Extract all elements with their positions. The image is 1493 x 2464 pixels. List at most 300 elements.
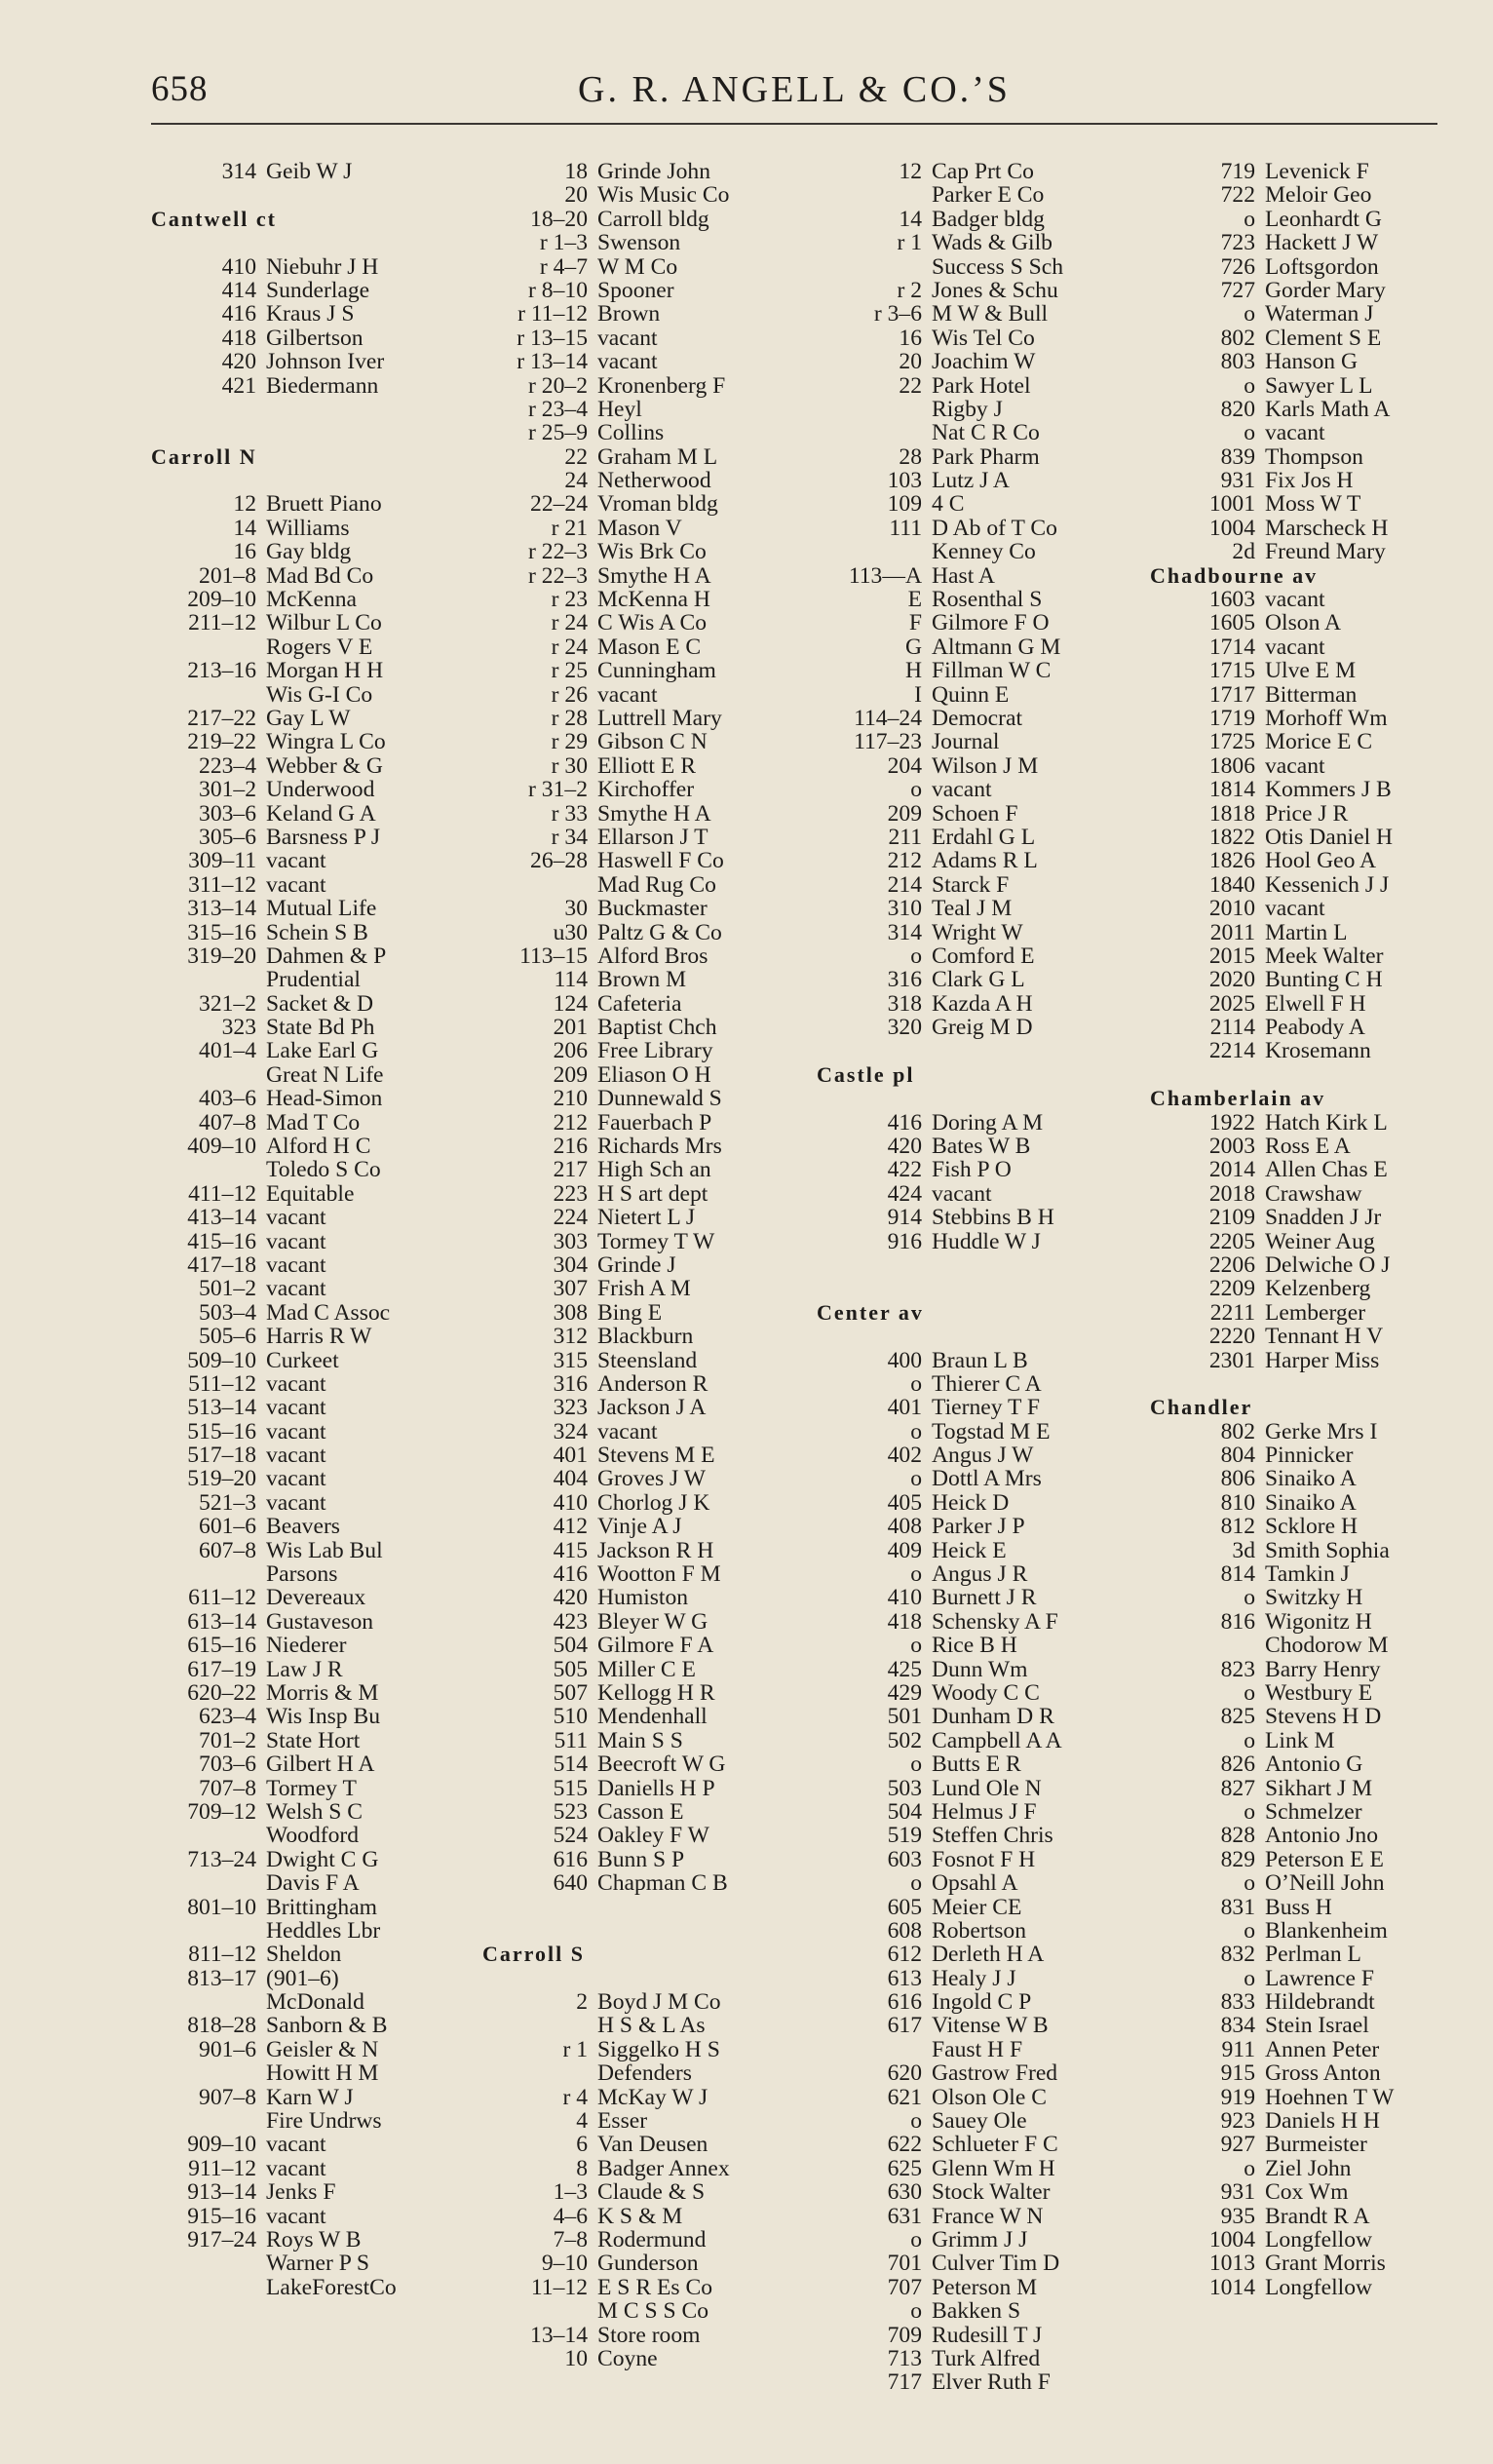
entry-name: Woodford — [266, 1823, 360, 1849]
entry-number: r 1 — [897, 230, 922, 256]
directory-entry — [817, 2157, 1119, 2180]
entry-number: 523 — [553, 1798, 588, 1825]
entry-name: Hanson G — [1265, 349, 1359, 375]
directory-entry — [1150, 1871, 1452, 1895]
entry-name: Greig M D — [932, 1015, 1033, 1041]
entry-name: Sacket & D — [266, 990, 374, 1017]
entry-number: r 20–2 — [528, 372, 588, 399]
entry-number: 820 — [1220, 396, 1255, 422]
entry-name: Barry Henry — [1265, 1656, 1381, 1682]
entry-name: Gastrow Fred — [932, 2060, 1058, 2087]
entry-number: 114 — [554, 967, 588, 993]
entry-number: 811–12 — [188, 1942, 256, 1968]
directory-entry — [1150, 635, 1452, 659]
directory-entry — [482, 327, 785, 350]
entry-name: Park Pharm — [932, 443, 1040, 470]
directory-entry — [817, 183, 1119, 207]
entry-number: o — [910, 1752, 922, 1778]
entry-name: Fauerbach P — [597, 1109, 712, 1136]
directory-entry — [151, 849, 453, 872]
directory-entry — [151, 1586, 453, 1609]
directory-entry — [151, 2133, 453, 2156]
entry-number: 607–8 — [199, 1537, 256, 1563]
directory-entry — [817, 469, 1119, 492]
directory-entry — [151, 1515, 453, 1538]
entry-number: 802 — [1220, 1418, 1255, 1444]
entry-number: 410 — [553, 1489, 588, 1516]
spacer — [482, 1919, 785, 1943]
directory-entry — [151, 2252, 453, 2275]
directory-entry — [817, 2228, 1119, 2252]
entry-number: 20 — [564, 182, 588, 209]
entry-number: 827 — [1220, 1775, 1255, 1801]
directory-entry — [1150, 778, 1452, 801]
entry-number: r 21 — [551, 515, 588, 541]
entry-name: Cox Wm — [1265, 2179, 1349, 2206]
column-3 — [817, 160, 1119, 2395]
entry-name: McKenna H — [597, 587, 710, 613]
directory-entry — [482, 992, 785, 1016]
entry-name: W M Co — [597, 253, 678, 280]
entry-number: 2109 — [1208, 1205, 1255, 1231]
directory-entry — [817, 1896, 1119, 1919]
entry-number: 223 — [553, 1180, 588, 1207]
entry-number: 214 — [887, 871, 922, 898]
entry-number: 421 — [221, 372, 256, 399]
entry-number: 404 — [553, 1466, 588, 1492]
entry-number: 312 — [553, 1324, 588, 1350]
directory-entry — [482, 1182, 785, 1206]
entry-number: 310 — [887, 896, 922, 922]
entry-number: 20 — [899, 349, 922, 375]
entry-name: Frish A M — [597, 1276, 691, 1302]
directory-entry — [151, 1896, 453, 1919]
entry-name: Spooner — [597, 277, 674, 303]
entry-number: o — [1244, 372, 1255, 399]
entry-number: 823 — [1220, 1656, 1255, 1682]
entry-name: vacant — [597, 349, 658, 375]
entry-name: Wis Music Co — [597, 182, 730, 209]
entry-number: 818–28 — [187, 2013, 256, 2039]
entry-number: 303 — [553, 1228, 588, 1254]
entry-number: 1717 — [1208, 681, 1255, 708]
directory-entry — [1150, 1277, 1452, 1300]
entry-name: Clark G L — [932, 967, 1025, 993]
entry-name: Hildebrandt — [1265, 1989, 1375, 2016]
entry-name: Rodermund — [597, 2226, 707, 2252]
entry-name: Coyne — [597, 2345, 658, 2371]
entry-name: Kessenich J J — [1265, 871, 1390, 898]
entry-name: Sinaiko A — [1265, 1466, 1357, 1492]
directory-entry — [151, 1016, 453, 1039]
entry-number: 812 — [1220, 1514, 1255, 1540]
directory-entry — [482, 2038, 785, 2061]
directory-entry — [482, 350, 785, 373]
directory-entry — [817, 1967, 1119, 1990]
entry-name: Cap Prt Co — [932, 159, 1034, 184]
entry-name: Cunningham — [597, 658, 716, 684]
entry-number: 617 — [887, 2013, 922, 2039]
directory-entry — [817, 1752, 1119, 1776]
entry-number: r 26 — [551, 681, 588, 708]
directory-entry — [817, 921, 1119, 944]
entry-number: 802 — [1220, 325, 1255, 351]
entry-number: 30 — [564, 896, 588, 922]
directory-entry — [482, 1610, 785, 1634]
directory-entry — [151, 1158, 453, 1181]
entry-name: Bruett Piano — [266, 491, 382, 518]
entry-number: 709–12 — [187, 1798, 256, 1825]
entry-name: Schlueter F C — [932, 2132, 1058, 2158]
entry-name: Daniels H H — [1265, 2108, 1380, 2135]
entry-name: Williams — [266, 515, 350, 541]
entry-name: E S R Es Co — [597, 2274, 712, 2300]
directory-entry — [817, 1943, 1119, 1966]
entry-number: 314 — [887, 919, 922, 945]
entry-number: 813–17 — [187, 1965, 256, 1991]
entry-number: 1826 — [1208, 848, 1255, 874]
entry-name: Beecroft W G — [597, 1752, 726, 1778]
entry-name: Bleyer W G — [597, 1608, 708, 1635]
directory-entry — [1150, 1515, 1452, 1538]
entry-name: Defenders — [597, 2060, 692, 2087]
entry-number: 617–19 — [187, 1656, 256, 1682]
entry-name: Gilbertson — [266, 325, 364, 351]
directory-entry — [151, 2180, 453, 2204]
entry-number: 402 — [887, 1443, 922, 1469]
entry-name: Glenn Wm H — [932, 2155, 1055, 2181]
entry-number: 113–15 — [519, 943, 588, 969]
directory-entry — [817, 2252, 1119, 2275]
entry-number: 414 — [221, 277, 256, 303]
directory-entry — [151, 1610, 453, 1634]
entry-name: Altmann G M — [932, 634, 1061, 660]
entry-name: Gilmore F O — [932, 610, 1050, 636]
entry-name: K S & M — [597, 2203, 683, 2229]
directory-entry — [817, 968, 1119, 991]
entry-name: Bunting C H — [1265, 967, 1383, 993]
entry-number: r 3–6 — [873, 301, 922, 327]
entry-name: Elwell F H — [1265, 990, 1366, 1017]
entry-number: 613–14 — [187, 1608, 256, 1635]
entry-number: 1013 — [1208, 2251, 1255, 2277]
directory-entry — [151, 540, 453, 563]
entry-number: 801–10 — [187, 1894, 256, 1920]
entry-number: 1725 — [1208, 729, 1255, 755]
directory-entry — [817, 683, 1119, 707]
entry-name: Hoehnen T W — [1265, 2084, 1395, 2110]
entry-number: 514 — [553, 1752, 588, 1778]
directory-entry — [482, 421, 785, 444]
entry-name: 4 C — [932, 491, 965, 518]
spacer — [817, 1087, 1119, 1110]
directory-entry — [1150, 2061, 1452, 2085]
entry-number: 505–6 — [199, 1324, 256, 1350]
directory-entry — [151, 2157, 453, 2180]
directory-entry — [1150, 1467, 1452, 1490]
entry-name: vacant — [1265, 420, 1325, 446]
directory-entry — [482, 1420, 785, 1444]
street-heading: Cantwell ct — [151, 206, 277, 231]
directory-entry — [482, 1301, 785, 1325]
directory-entry — [817, 398, 1119, 421]
directory-entry — [482, 1752, 785, 1776]
entry-number: r 30 — [551, 752, 588, 779]
entry-number: 2025 — [1208, 990, 1255, 1017]
entry-number: 410 — [221, 253, 256, 280]
entry-name: Badger bldg — [932, 206, 1045, 232]
directory-entry — [151, 683, 453, 707]
entry-name: Bates W B — [932, 1134, 1031, 1160]
directory-entry — [482, 2180, 785, 2204]
entry-number: 1922 — [1208, 1109, 1255, 1136]
directory-entry — [482, 2205, 785, 2228]
directory-entry — [482, 683, 785, 707]
directory-entry — [817, 2086, 1119, 2109]
entry-name: Haswell F Co — [597, 848, 724, 874]
directory-entry — [151, 1871, 453, 1895]
entry-number: 311–12 — [188, 871, 256, 898]
entry-number: 307 — [553, 1276, 588, 1302]
entry-number: 511–12 — [188, 1370, 256, 1397]
entry-name: Huddle W J — [932, 1228, 1041, 1254]
entry-number: o — [910, 2226, 922, 2252]
entry-name: Niebuhr J H — [266, 253, 379, 280]
directory-entry — [151, 517, 453, 540]
directory-entry — [482, 1491, 785, 1515]
entry-name: Brown M — [597, 967, 687, 993]
directory-entry — [817, 588, 1119, 611]
directory-entry — [151, 2109, 453, 2133]
entry-name: Boyd J M Co — [597, 1989, 721, 2016]
entry-number: 3d — [1232, 1537, 1255, 1563]
entry-number: 114–24 — [854, 705, 922, 731]
entry-name: Westbury E — [1265, 1680, 1373, 1706]
entry-number: 803 — [1220, 349, 1255, 375]
entry-number: 1–3 — [553, 2179, 588, 2206]
entry-number: 2d — [1232, 539, 1255, 565]
directory-entry — [1150, 2014, 1452, 2037]
entry-name: Ross E A — [1265, 1134, 1351, 1160]
column-4 — [1150, 160, 1452, 2299]
directory-entry — [817, 1372, 1119, 1396]
directory-entry — [817, 1562, 1119, 1586]
entry-number: 16 — [233, 539, 256, 565]
entry-name: Schoen F — [932, 800, 1018, 827]
entry-number: 501–2 — [199, 1276, 256, 1302]
entry-name: Joachim W — [932, 349, 1036, 375]
entry-name: Gunderson — [597, 2251, 699, 2277]
entry-name: Kelzenberg — [1265, 1276, 1371, 1302]
entry-number: 308 — [553, 1299, 588, 1326]
directory-entry — [817, 1539, 1119, 1562]
directory-entry — [817, 2205, 1119, 2228]
entry-name: Culver Tim D — [932, 2251, 1060, 2277]
entry-number: 8 — [576, 2155, 588, 2181]
entry-name: vacant — [1265, 587, 1325, 613]
entry-name: Davis F A — [266, 1870, 360, 1897]
entry-number: 612 — [887, 1942, 922, 1968]
entry-number: 502 — [887, 1727, 922, 1753]
entry-number: r 33 — [551, 800, 588, 827]
entry-name: Price J R — [1265, 800, 1349, 827]
entry-name: Antonio G — [1265, 1752, 1363, 1778]
entry-name: Teal J M — [932, 896, 1013, 922]
entry-name: Freund Mary — [1265, 539, 1386, 565]
entry-number: 2211 — [1209, 1299, 1255, 1326]
directory-entry — [482, 1253, 785, 1277]
entry-name: Rudesill T J — [932, 2322, 1043, 2348]
directory-entry — [1150, 1729, 1452, 1752]
entry-number: 719 — [1220, 159, 1255, 184]
directory-entry — [1150, 279, 1452, 302]
entry-number: 303–6 — [199, 800, 256, 827]
entry-number: 6 — [576, 2132, 588, 2158]
directory-entry — [817, 564, 1119, 588]
directory-entry — [482, 944, 785, 968]
directory-entry — [817, 2061, 1119, 2085]
entry-number: 701–2 — [199, 1727, 256, 1753]
entry-name: Heddles Lbr — [266, 1917, 381, 1944]
entry-name: Sinaiko A — [1265, 1489, 1357, 1516]
entry-number: 630 — [887, 2179, 922, 2206]
directory-entry — [1150, 826, 1452, 849]
entry-name: Jackson J A — [597, 1395, 707, 1421]
directory-entry — [151, 1729, 453, 1752]
entry-name: Karls Math A — [1265, 396, 1391, 422]
entry-number: 315–16 — [187, 919, 256, 945]
entry-name: Lemberger — [1265, 1299, 1366, 1326]
directory-entry — [1150, 327, 1452, 350]
directory-entry — [151, 1301, 453, 1325]
entry-name: Stevens H D — [1265, 1704, 1382, 1730]
entry-name: France W N — [932, 2203, 1044, 2229]
entry-number: 931 — [1220, 468, 1255, 494]
entry-name: Lund Ole N — [932, 1775, 1042, 1801]
directory-entry — [1150, 1896, 1452, 1919]
entry-name: Kirchoffer — [597, 777, 695, 803]
entry-number: 913–14 — [187, 2179, 256, 2206]
entry-name: Paltz G & Co — [597, 919, 722, 945]
directory-entry — [1150, 2157, 1452, 2180]
entry-number: 206 — [553, 1038, 588, 1064]
entry-name: Hatch Kirk L — [1265, 1109, 1388, 1136]
directory-entry — [1150, 1349, 1452, 1372]
entry-name: Doring A M — [932, 1109, 1044, 1136]
directory-entry — [1150, 183, 1452, 207]
entry-number: 316 — [887, 967, 922, 993]
entry-name: Wigonitz H — [1265, 1608, 1372, 1635]
directory-entry — [151, 1491, 453, 1515]
entry-number: 911–12 — [188, 2155, 256, 2181]
entry-name: vacant — [266, 2203, 326, 2229]
entry-number: 907–8 — [199, 2084, 256, 2110]
entry-number: o — [1244, 1585, 1255, 1611]
entry-number: 504 — [553, 1633, 588, 1659]
directory-entry — [1150, 992, 1452, 1016]
entry-number: F — [908, 610, 922, 636]
entry-name: Pinnicker — [1265, 1443, 1354, 1469]
entry-name: Jones & Schu — [932, 277, 1058, 303]
directory-entry — [151, 1135, 453, 1158]
entry-number: r 4–7 — [539, 253, 588, 280]
entry-name: Collins — [597, 420, 665, 446]
entry-number: 707 — [887, 2274, 922, 2300]
entry-name: Dahmen & P — [266, 943, 387, 969]
entry-number: 640 — [553, 1870, 588, 1897]
entry-number: 901–6 — [199, 2036, 256, 2062]
street-heading: Chadbourne av — [1150, 562, 1319, 588]
directory-entry — [817, 1681, 1119, 1705]
running-title: G. R. ANGELL & CO.’S — [578, 69, 1011, 110]
directory-entry — [482, 2014, 785, 2037]
entry-number: 1605 — [1208, 610, 1255, 636]
entry-name: Bakken S — [932, 2298, 1021, 2325]
entry-name: Eliason O H — [597, 1061, 711, 1088]
entry-number: G — [904, 634, 922, 660]
entry-name: Olson A — [1265, 610, 1342, 636]
directory-entry — [1150, 802, 1452, 826]
directory-entry — [817, 1444, 1119, 1467]
entry-number: 616 — [553, 1846, 588, 1872]
directory-entry — [482, 183, 785, 207]
entry-number: u30 — [553, 919, 588, 945]
directory-entry — [482, 1039, 785, 1062]
entry-name: Warner P S — [266, 2251, 369, 2277]
directory-entry — [817, 517, 1119, 540]
entry-name: Moss W T — [1265, 491, 1361, 518]
entry-number: 524 — [553, 1823, 588, 1849]
entry-name: Wis Lab Bul — [266, 1537, 383, 1563]
directory-entry — [1150, 1420, 1452, 1444]
entry-number: 324 — [553, 1418, 588, 1444]
directory-entry — [482, 1871, 785, 1895]
entry-name: M W & Bull — [932, 301, 1049, 327]
directory-entry — [1150, 1681, 1452, 1705]
directory-entry — [482, 968, 785, 991]
directory-entry — [482, 1325, 785, 1348]
directory-entry — [817, 445, 1119, 469]
entry-name: vacant — [597, 1418, 658, 1444]
entry-number: 212 — [553, 1109, 588, 1136]
entry-name: Opsahl A — [932, 1870, 1018, 1897]
entry-number: r 25 — [551, 658, 588, 684]
entry-number: 2015 — [1208, 943, 1255, 969]
directory-entry — [1150, 611, 1452, 635]
entry-number: r 4 — [562, 2084, 588, 2110]
entry-number: 223–4 — [199, 752, 256, 779]
entry-name: Heyl — [597, 396, 642, 422]
directory-entry — [1150, 231, 1452, 254]
entry-name: Helmus J F — [932, 1798, 1037, 1825]
entry-number: 2014 — [1208, 1157, 1255, 1183]
directory-entry — [1150, 944, 1452, 968]
entry-number: o — [910, 1633, 922, 1659]
directory-entry — [482, 540, 785, 563]
directory-entry — [151, 2205, 453, 2228]
spacer — [1150, 1063, 1452, 1087]
entry-number: 420 — [221, 349, 256, 375]
entry-number: 410 — [887, 1585, 922, 1611]
entry-number: I — [914, 681, 922, 708]
entry-number: r 8–10 — [528, 277, 588, 303]
directory-entry — [817, 2370, 1119, 2394]
entry-number: 209 — [553, 1061, 588, 1088]
directory-entry — [151, 2014, 453, 2037]
directory-entry — [151, 1990, 453, 2014]
entry-name: vacant — [266, 848, 326, 874]
directory-entry — [482, 873, 785, 897]
